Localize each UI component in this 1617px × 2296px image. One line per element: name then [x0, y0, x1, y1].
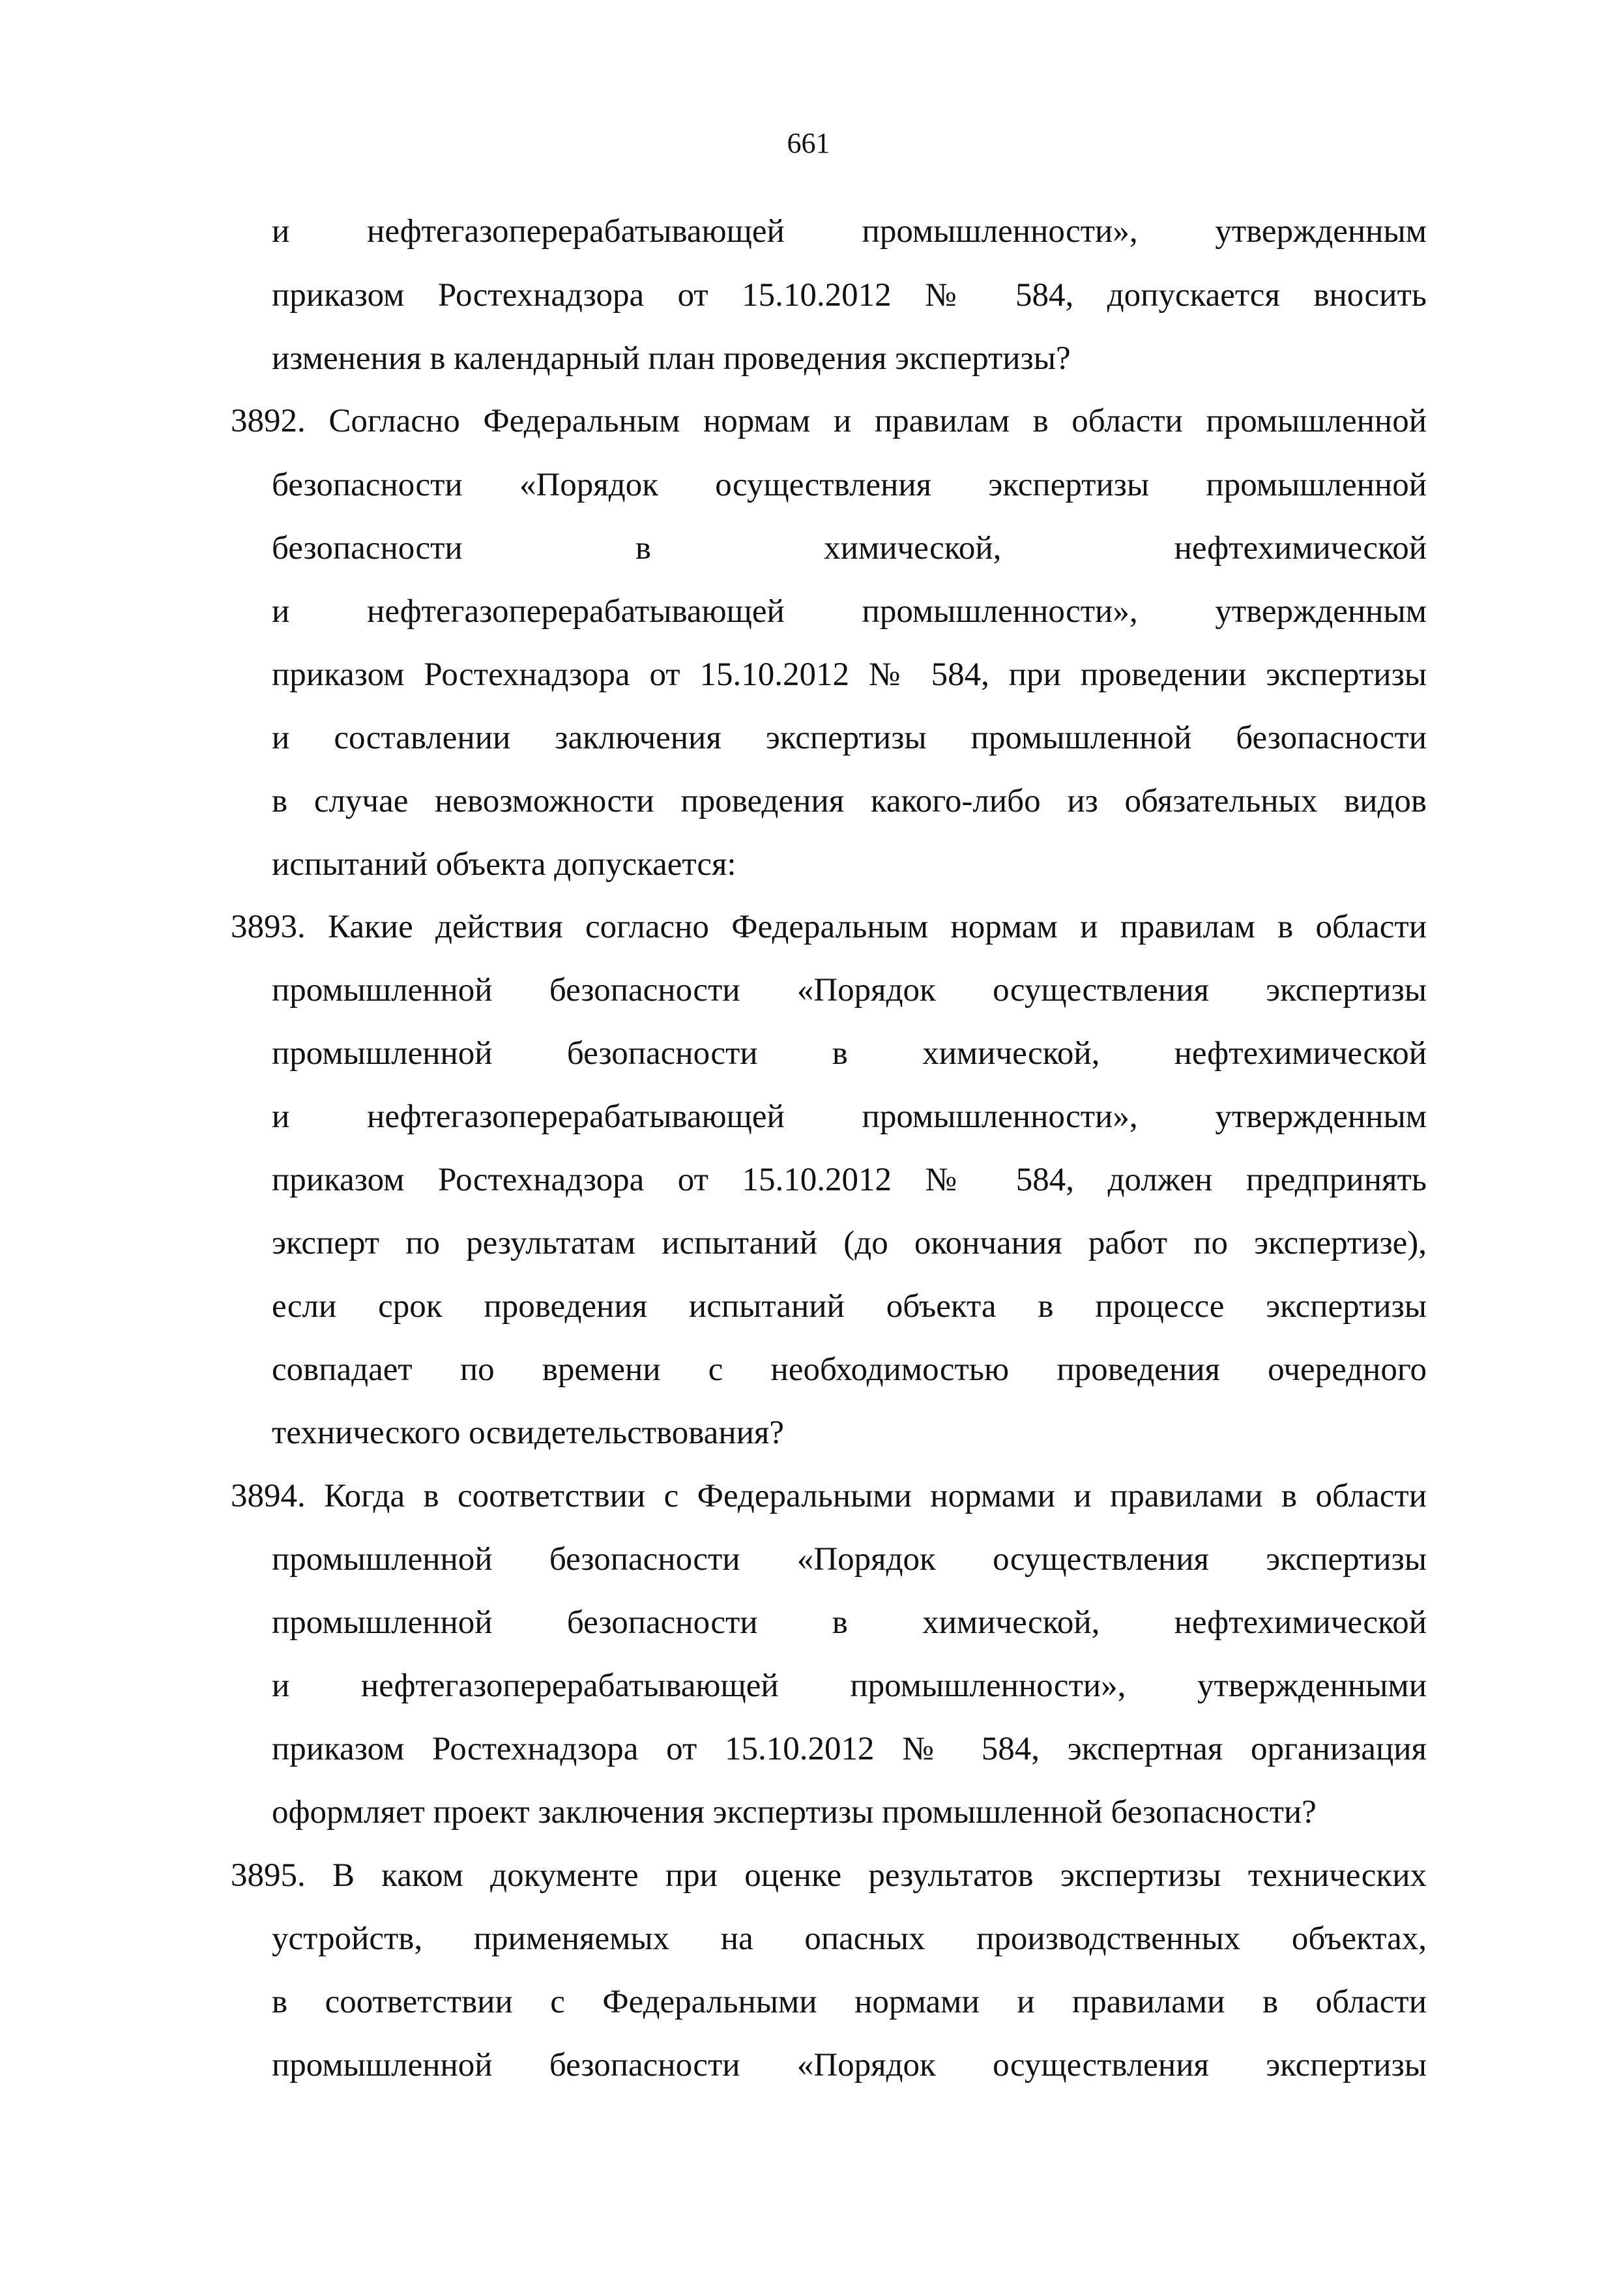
- text-line: изменения в календарный план проведения экспертизы?: [272, 340, 1071, 377]
- text-line: и составлении заключения экспертизы промышленной безопасности: [272, 720, 1427, 756]
- text-line: испытаний объекта допускается:: [272, 846, 736, 883]
- question-number: 3893.: [231, 909, 306, 945]
- question-number: 3894.: [231, 1478, 306, 1514]
- text-line: приказом Ростехнадзора от 15.10.2012 № 584, при проведении экспертизы: [272, 656, 1427, 693]
- question-3894-first-line: [231, 1477, 1427, 1516]
- text-line: совпадает по времени с необходимостью проведения очередного: [272, 1351, 1427, 1388]
- text-line: безопасности в химической, нефтехимической: [272, 530, 1427, 567]
- text-line: приказом Ростехнадзора от 15.10.2012 № 584, экспертная организация: [272, 1731, 1427, 1767]
- question-number: 3892.: [231, 403, 306, 439]
- question-text: В каком документе при оценке результатов экспертизы технических: [332, 1857, 1427, 1894]
- text-line: безопасности «Порядок осуществления экспертизы промышленной: [272, 467, 1427, 503]
- text-line: технического освидетельствования?: [272, 1415, 784, 1451]
- question-3892-first-line: [231, 402, 1427, 441]
- page-number: 661: [787, 127, 830, 159]
- text-line: устройств, применяемых на опасных производственных объектах,: [272, 1921, 1427, 1957]
- question-text: Когда в соответствии с Федеральными нормами и правилами в области: [324, 1478, 1427, 1514]
- question-3893-first-line: [231, 908, 1427, 947]
- text-line: и нефтегазоперерабатывающей промышленности», утвержденным: [272, 593, 1427, 630]
- text-line: в соответствии с Федеральными нормами и правилами в области: [272, 1984, 1427, 2020]
- question-number: 3895.: [231, 1857, 306, 1894]
- text-line: и нефтегазоперерабатывающей промышленности», утвержденными: [272, 1668, 1427, 1704]
- text-line: оформляет проект заключения экспертизы промышленной безопасности?: [272, 1794, 1317, 1831]
- text-line: если срок проведения испытаний объекта в процессе экспертизы: [272, 1288, 1427, 1325]
- question-text: Согласно Федеральным нормам и правилам в области промышленной: [328, 403, 1427, 439]
- text-line: приказом Ростехнадзора от 15.10.2012 № 584, должен предпринять: [272, 1162, 1427, 1198]
- question-text: Какие действия согласно Федеральным нормам и правилам в области: [328, 909, 1427, 945]
- text-line: эксперт по результатам испытаний (до окончания работ по экспертизе),: [272, 1225, 1427, 1261]
- text-line: промышленной безопасности «Порядок осуществления экспертизы: [272, 1541, 1427, 1578]
- text-line: в случае невозможности проведения какого-либо из обязательных видов: [272, 783, 1427, 819]
- text-line: приказом Ростехнадзора от 15.10.2012 № 584, допускается вносить: [272, 277, 1427, 314]
- text-line: и нефтегазоперерабатывающей промышленности», утвержденным: [272, 1098, 1427, 1135]
- text-line: промышленной безопасности в химической, нефтехимической: [272, 1035, 1427, 1072]
- text-line: промышленной безопасности в химической, нефтехимической: [272, 1604, 1427, 1641]
- text-line: промышленной безопасности «Порядок осуществления экспертизы: [272, 972, 1427, 1008]
- question-3895-first-line: [231, 1857, 1427, 1895]
- text-line: и нефтегазоперерабатывающей промышленности», утвержденным: [272, 213, 1427, 250]
- text-line: промышленной безопасности «Порядок осуществления экспертизы: [272, 2047, 1427, 2083]
